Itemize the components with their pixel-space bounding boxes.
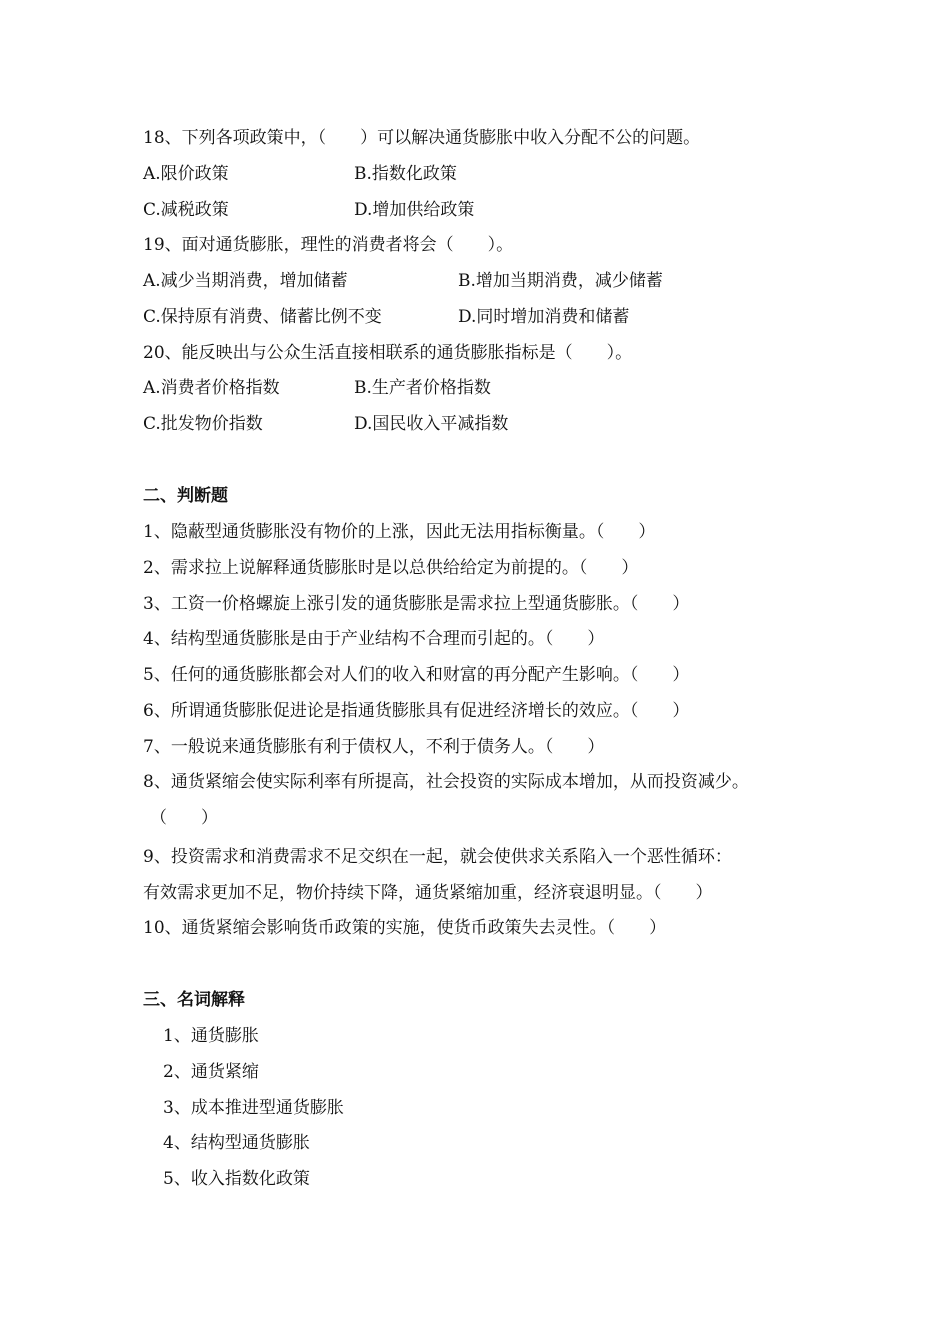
option-d: D.同时增加消费和储蓄	[458, 307, 630, 327]
option-row	[143, 378, 491, 398]
option-row	[143, 307, 630, 327]
question-20: 20、能反映出与公众生活直接相联系的通货膨胀指标是（ ）。	[143, 343, 633, 363]
option-row	[143, 200, 475, 220]
judgment-item: 10、通货紧缩会影响货币政策的实施，使货币政策失去灵性。（ ）	[143, 918, 667, 938]
option-d: D.国民收入平减指数	[354, 414, 509, 434]
judgment-item-continuation: （ ）	[150, 808, 218, 828]
judgment-item: 5、任何的通货膨胀都会对人们的收入和财富的再分配产生影响。（ ）	[143, 665, 690, 685]
option-a: A.消费者价格指数	[143, 378, 280, 398]
term-item: 5、收入指数化政策	[163, 1169, 310, 1189]
judgment-item: 9、投资需求和消费需求不足交织在一起，就会使供求关系陷入一个恶性循环：	[143, 847, 732, 867]
term-item: 2、通货紧缩	[163, 1062, 259, 1082]
judgment-item: 1、隐蔽型通货膨胀没有物价的上涨，因此无法用指标衡量。（ ）	[143, 522, 656, 542]
section-heading: 二、判断题	[143, 486, 228, 506]
option-c: C.减税政策	[143, 200, 229, 220]
option-b: B.增加当期消费，减少储蓄	[458, 271, 663, 291]
term-item: 1、通货膨胀	[163, 1026, 259, 1046]
term-item: 4、结构型通货膨胀	[163, 1133, 310, 1153]
term-item: 3、成本推进型通货膨胀	[163, 1098, 344, 1118]
option-c: C.保持原有消费、储蓄比例不变	[143, 307, 382, 327]
option-row	[143, 414, 509, 434]
judgment-item: 2、需求拉上说解释通货膨胀时是以总供给给定为前提的。（ ）	[143, 558, 639, 578]
judgment-item: 6、所谓通货膨胀促进论是指通货膨胀具有促进经济增长的效应。（ ）	[143, 701, 690, 721]
judgment-item: 8、通货紧缩会使实际利率有所提高，社会投资的实际成本增加，从而投资减少。	[143, 772, 749, 792]
question-19: 19、面对通货膨胀，理性的消费者将会（ ）。	[143, 235, 514, 255]
option-d: D.增加供给政策	[354, 200, 475, 220]
judgment-item: 3、工资一价格螺旋上涨引发的通货膨胀是需求拉上型通货膨胀。（ ）	[143, 594, 690, 614]
option-c: C.批发物价指数	[143, 414, 263, 434]
option-row	[143, 164, 457, 184]
judgment-item: 7、一般说来通货膨胀有利于债权人，不利于债务人。（ ）	[143, 737, 605, 757]
option-a: A.限价政策	[143, 164, 229, 184]
judgment-item: 4、结构型通货膨胀是由于产业结构不合理而引起的。（ ）	[143, 629, 605, 649]
option-a: A.减少当期消费，增加储蓄	[143, 271, 348, 291]
option-row	[143, 271, 663, 291]
option-b: B.生产者价格指数	[354, 378, 491, 398]
section-heading: 三、名词解释	[143, 990, 245, 1010]
option-b: B.指数化政策	[354, 164, 457, 184]
judgment-item-continuation: 有效需求更加不足，物价持续下降，通货紧缩加重，经济衰退明显。（ ）	[143, 883, 713, 903]
question-18: 18、下列各项政策中，（ ）可以解决通货膨胀中收入分配不公的问题。	[143, 128, 701, 148]
